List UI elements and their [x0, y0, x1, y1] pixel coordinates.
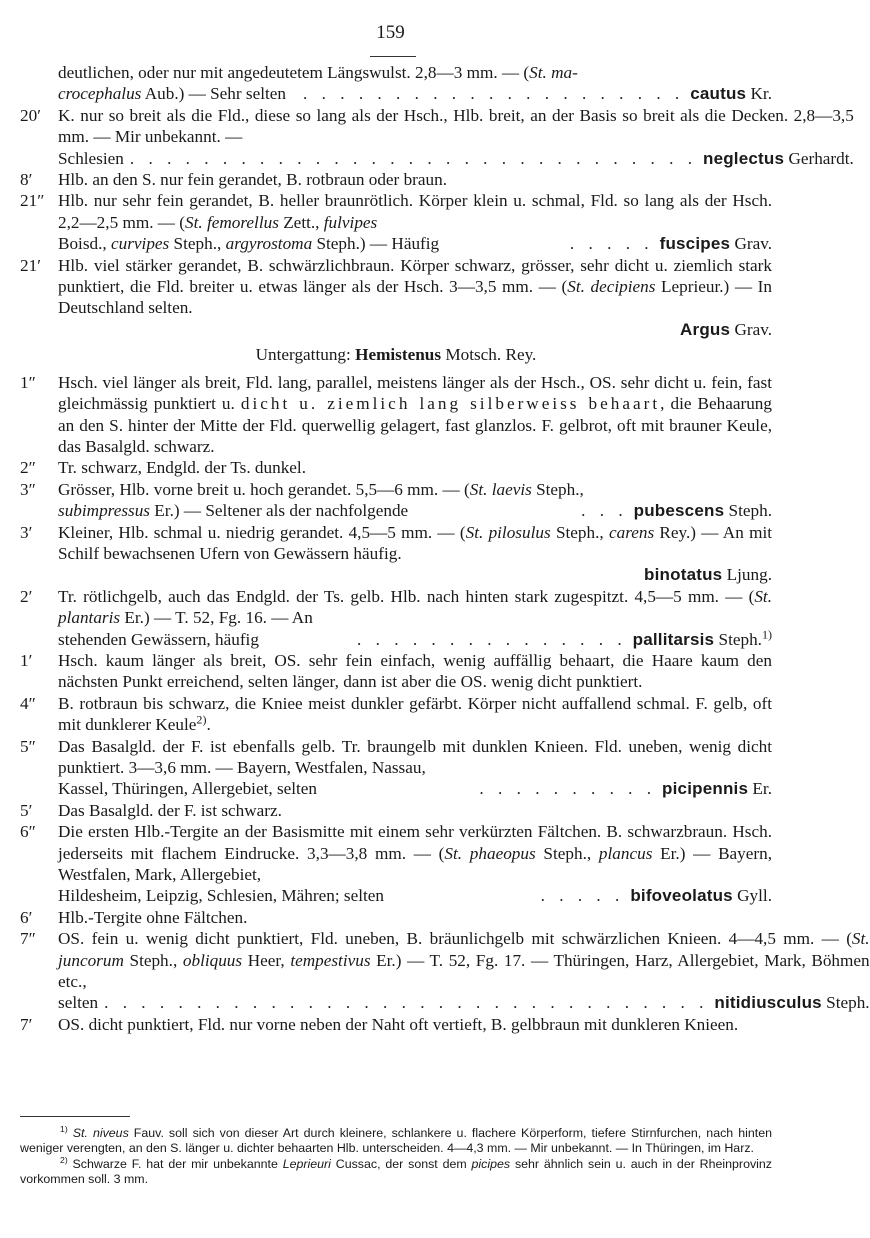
species-name: Argus [680, 319, 731, 339]
footnotes [20, 1123, 772, 1188]
couplet-label: 7′ [20, 1014, 33, 1034]
couplet-label: 3″ [20, 479, 36, 499]
species-name: bifoveolatus [630, 886, 733, 906]
species-name: nitidiusculus [714, 993, 822, 1013]
couplet-label: 1″ [20, 372, 36, 392]
entry-3-prime: 3′ Kleiner, Hlb. schmal u. niedrig gerandet. 4,5—5 mm. — (St. pilosulus Steph., carens Rey.) — An mit Schilf bewachsenen Ufern von Gewässern häufig. binotatus Ljung. [20, 522, 773, 585]
species-name: cautus [690, 84, 747, 104]
couplet-label: 21″ [20, 191, 45, 211]
footnote-ref: 2) [196, 712, 207, 727]
entry-20-prime: 20′ K. nur so breit als die Fld., diese so lang als der Hsch., Hlb. breit, an der Basis so breit als die Decken. 2,8—3,5 mm. — Mir unbekannt. — Schlesien . . . . . . . . . . . . . . . . . . . . . . . . . . . . . . . neglectus Gerhardt. [20, 105, 854, 168]
couplet-label: 7″ [20, 929, 36, 949]
entry-3-double: 3″ Grösser, Hlb. vorne breit u. hoch gerandet. 5,5—6 mm. — (St. laevis Steph., subimpressus Er.) — Seltener als der nachfolgende . . . pubescens Steph. [20, 479, 772, 521]
species-name: neglectus [702, 148, 785, 168]
leader-dots: . . . . . [540, 886, 625, 906]
couplet-label: 1′ [20, 650, 33, 670]
entry-21-double: 21″ Hlb. nur sehr fein gerandet, B. heller braunrötlich. Körper klein u. schmal, Fld. so lang als der Hsch. 2,2—2,5 mm. — (St. femorellus Zett., fulvipes Boisd., curvipes Steph., argyrostoma Steph.) — Häufig . . . . . fuscipes Grav. [20, 191, 772, 254]
entry-4-double: 4″ B. rotbraun bis schwarz, die Kniee meist dunkler gefärbt. Körper nicht auffallend schmal. F. gelb, oft mit dunklerer Keule$^{2)}$. [20, 693, 772, 735]
footnote-ref: 1) [761, 626, 772, 641]
couplet-label: 20′ [20, 105, 41, 125]
entry-7-double: 7″ OS. fein u. wenig dicht punktiert, Fld. uneben, B. bräunlichgelb mit schwärzlichen Knieen. 4—4,5 mm. — (St. juncorum Steph., obliquus Heer, tempestivus Er.) — T. 52, Fg. 17. — Thüringen, Harz, Allergebiet, Mark, Böhmen etc., selten . . . . . . . . . . . . . . . . . . . . . . . . . . . . . . . . . nitidiusculus Steph. [20, 929, 870, 1013]
species-name: fuscipes [659, 234, 731, 254]
couplet-label: 5′ [20, 800, 33, 820]
leader-dots: . . . . . . . . . . . . . . . [357, 629, 627, 649]
leader-dots: . . . . . . . . . . . . . . . . . . . . . . . . . . . . . . . . . [104, 993, 709, 1013]
entry-7-prime: 7′ OS. dicht punktiert, Fld. nur vorne neben der Naht oft vertieft, B. gelbbraun mit dunkleren Knieen. [20, 1014, 739, 1034]
page-number-rule [370, 56, 416, 57]
species-name: pubescens [633, 501, 725, 521]
leader-dots: . . . [581, 501, 628, 521]
entry-1-double: 1″ Hsch. viel länger als breit, Fld. lang, parallel, meistens länger als der Hsch., OS. sehr dicht u. fein, fast gleichmässig punktiert u. dicht u. ziemlich lang silberweiss behaart, die Behaarung an den S. hinter der Mitte der Fld. querwellig gelagert, fast glanzlos. F. gelbrot, oft mit brauner Keule, das Basalgld. schwarz. [20, 372, 772, 456]
entry-2-prime: 2′ Tr. rötlichgelb, auch das Endgld. der Ts. gelb. Hlb. nach hinten stark zugespitzt. 4,5—5 mm. — (St. plantaris Er.) — T. 52, Fg. 16. — An stehenden Gewässern, häufig . . . . . . . . . . . . . . . pallitarsis Steph.$^{1)}$ [20, 586, 772, 649]
couplet-label: 21′ [20, 255, 41, 275]
subgenus-heading: Untergattung: Hemistenus Motsch. Rey. [255, 345, 537, 365]
couplet-label: 4″ [20, 693, 36, 713]
entry-2-double: 2″ Tr. schwarz, Endgld. der Ts. dunkel. [20, 458, 306, 478]
entry-8-prime: 8′ Hlb. an den S. nur fein gerandet, B. rotbraun oder braun. [20, 170, 447, 190]
couplet-label: 8′ [20, 170, 33, 190]
leader-dots: . . . . . [569, 234, 654, 254]
couplet-label: 2′ [20, 586, 33, 606]
entry-5-double: 5″ Das Basalgld. der F. ist ebenfalls gelb. Tr. braungelb mit dunklen Knieen. Fld. uneben, wenig dicht punktiert. 3—3,6 mm. — Bayern, Westfalen, Nassau, Kassel, Thüringen, Allergebiet, selten . . . . . . . . . . picipennis Er. [20, 736, 772, 799]
species-name: picipennis [662, 779, 749, 799]
species-name: binotatus [644, 565, 723, 585]
footnote-1: $^{1)}$ St. niveus Fauv. soll sich von dieser Art durch kleinere, schlankere u. flachere Körperform, tiefere Stirnfurchen, nach hinten weniger verengten, an den S. länger u. dichter behaarten Hlb. unterscheiden. 4—4,3 mm. — Mir unbekannt. — In Thüringen, im Harz. [20, 1123, 772, 1156]
footnote-rule [20, 1116, 130, 1117]
couplet-label: 5″ [20, 736, 36, 756]
couplet-label: 6″ [20, 822, 36, 842]
entry-continuation: deutlichen, oder nur mit angedeutetem Längswulst. 2,8—3 mm. — (St. ma- crocephalus Aub.) — Sehr selten . . . . . . . . . . . . . . . . . . . . . cautus Kr. [58, 63, 772, 104]
key-text [20, 62, 870, 1035]
entry-21-prime: 21′ Hlb. viel stärker gerandet, B. schwärzlichbraun. Körper schwarz, grösser, sehr dicht u. ziemlich stark punktiert, die Fld. breiter u. etwas länger als der Hsch. 3—3,5 mm. — (St. decipiens Leprieur.) — In Deutschland selten. Argus Grav. [20, 255, 772, 339]
species-name: pallitarsis [632, 629, 715, 649]
footnote-2: $^{2)}$ Schwarze F. hat der mir unbekannte Leprieuri Cussac, der sonst dem picipes sehr ähnlich sein u. auch in der Rheinprovinz vorkommen soll. 3 mm. [20, 1154, 772, 1187]
entry-1-prime: 1′ Hsch. kaum länger als breit, OS. sehr fein einfach, wenig auffällig behaart, die Haare kaum den nächsten Punkt erreichend, selten länger, dann ist aber die OS. wenig dicht punktiert. [20, 650, 772, 692]
entry-5-prime: 5′ Das Basalgld. der F. ist schwarz. [20, 800, 282, 820]
leader-dots: . . . . . . . . . . [479, 779, 657, 799]
couplet-label: 2″ [20, 458, 36, 478]
leader-dots: . . . . . . . . . . . . . . . . . . . . . [303, 84, 685, 104]
couplet-label: 3′ [20, 522, 33, 542]
leader-dots: . . . . . . . . . . . . . . . . . . . . . . . . . . . . . . . [129, 148, 697, 168]
page-number: 159 [376, 22, 405, 43]
entry-6-double: 6″ Die ersten Hlb.-Tergite an der Basismitte mit einem sehr verkürzten Fältchen. B. schwarzbraun. Hsch. jederseits mit flachem Eindrucke. 3,3—3,8 mm. — (St. phaeopus Steph., plancus Er.) — Bayern, Westfalen, Mark, Allergebiet, Hildesheim, Leipzig, Schlesien, Mähren; selten . . . . . bifoveolatus Gyll. [20, 822, 773, 906]
couplet-label: 6′ [20, 907, 33, 927]
entry-6-prime: 6′ Hlb.-Tergite ohne Fältchen. [20, 907, 248, 927]
